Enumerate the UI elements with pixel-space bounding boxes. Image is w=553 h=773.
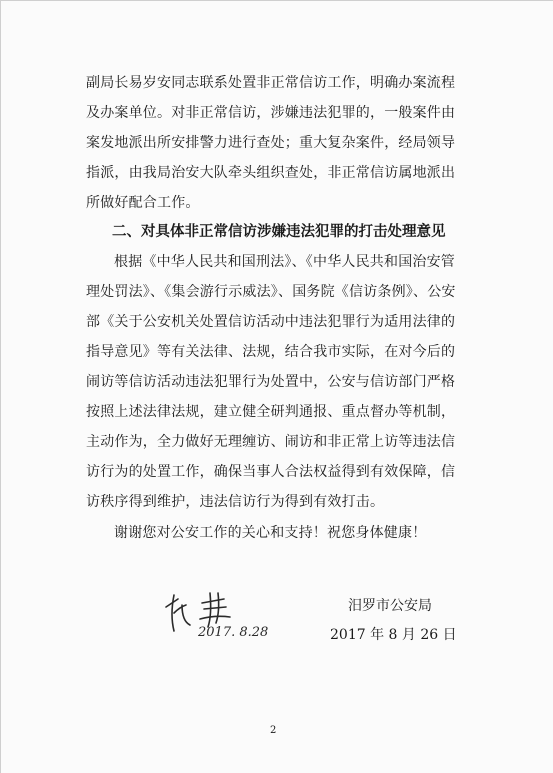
paragraph2-line: 访行为的处置工作，确保当事人合法权益得到有效保障，信	[86, 464, 456, 480]
page-edge-top	[0, 0, 553, 1]
paragraph1-line: 案发地派出所安排警力进行查处；重大复杂案件，经局领导	[86, 135, 456, 151]
handwritten-date	[196, 620, 296, 642]
paragraph1-line: 所做好配合工作。	[86, 195, 200, 211]
issuing-organization: 汨罗市公安局	[348, 598, 432, 614]
paragraph1-line: 及办案单位。对非正常信访，涉嫌违法犯罪的，一般案件由	[86, 105, 456, 121]
section-heading: 二、对具体非正常信访涉嫌违法犯罪的打击处理意见	[112, 224, 446, 240]
paragraph2-line: 主动作为，全力做好无理缠访、闹访和非正常上访等违法信	[86, 434, 456, 450]
paragraph1-line: 副局长易岁安同志联系处置非正常信访工作，明确办案流程	[86, 75, 456, 91]
paragraph2-line: 闹访等信访活动违法犯罪行为处置中，公安与信访部门严格	[86, 374, 456, 390]
handwritten-date-text: 2017. 8.28	[198, 625, 269, 640]
paragraph2-line: 按照上述法律法规，建立健全研判通报、重点督办等机制，	[86, 404, 456, 420]
paragraph2-line: 访秩序得到维护，违法信访行为得到有效打击。	[86, 494, 385, 510]
page-edge-left	[0, 0, 1, 773]
paragraph2-line: 部《关于公安机关处置信访活动中违法犯罪行为适用法律的	[86, 314, 456, 330]
page-number: 2	[270, 725, 277, 736]
paragraph2-line: 指导意见》等有关法律、法规，结合我市实际，在对今后的	[86, 344, 456, 360]
issue-date: 2017 年 8 月 26 日	[330, 627, 457, 643]
paragraph2-line: 根据《中华人民共和国刑法》、《中华人民共和国治安管	[114, 254, 455, 270]
paragraph1-line: 指派，由我局治安大队牵头组织查处，非正常信访属地派出	[86, 165, 456, 181]
paragraph2-line: 理处罚法》、《集会游行示威法》、国务院《信访条例》、公安	[86, 284, 456, 300]
closing-line: 谢谢您对公安工作的关心和支持！祝您身体健康！	[114, 525, 427, 541]
